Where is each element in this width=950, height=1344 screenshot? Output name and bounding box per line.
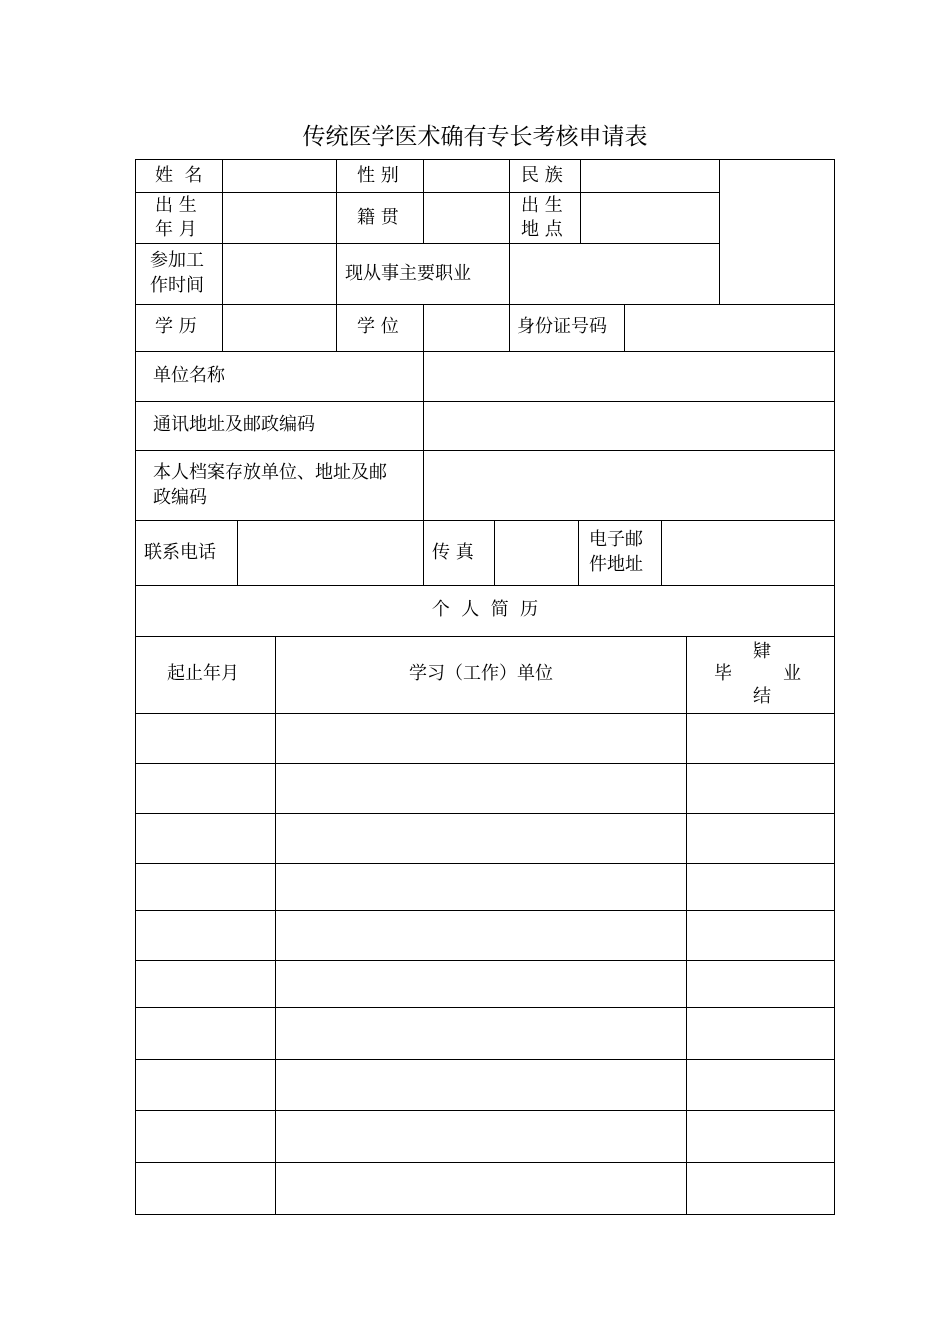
work-start-field[interactable] — [223, 244, 336, 304]
phone-field[interactable] — [238, 521, 423, 585]
gender-label: 性 别 — [357, 165, 399, 186]
work-start-label-line2: 作时间 — [150, 275, 204, 296]
occupation-field[interactable] — [510, 244, 719, 304]
address-postcode-label: 通讯地址及邮政编码 — [153, 414, 315, 435]
work-start-label-line1: 参加工 — [150, 250, 204, 271]
birthplace-field[interactable] — [581, 193, 719, 243]
col-cert-header-bottom: 结 — [753, 686, 771, 707]
birth-date-label-line2: 年 月 — [155, 219, 197, 240]
ethnicity-field[interactable] — [581, 160, 719, 192]
degree-label: 学 位 — [357, 316, 399, 337]
email-label-line1: 电子邮 — [589, 529, 643, 550]
birthplace-label-line2: 地 点 — [521, 219, 563, 240]
row-divider — [135, 636, 835, 637]
birth-date-field[interactable] — [223, 193, 336, 243]
address-postcode-field[interactable] — [424, 402, 834, 450]
table-border-bottom — [135, 1214, 835, 1215]
native-place-field[interactable] — [424, 193, 509, 243]
photo-area[interactable] — [720, 160, 834, 304]
email-field[interactable] — [662, 521, 834, 585]
row-divider — [135, 585, 835, 586]
name-field[interactable] — [223, 160, 336, 192]
name-label: 姓 名 — [155, 165, 203, 186]
email-label-line2: 件地址 — [589, 554, 643, 575]
col-cert-header-left: 毕 — [714, 663, 732, 684]
degree-field[interactable] — [424, 305, 509, 351]
education-field[interactable] — [223, 305, 336, 351]
col-cert-header-right: 业 — [783, 663, 801, 684]
col-cert-header-top: 肄 — [753, 641, 771, 662]
id-number-label: 身份证号码 — [517, 316, 607, 337]
gender-field[interactable] — [424, 160, 509, 192]
col-unit-header: 学习（工作）单位 — [409, 663, 553, 684]
table-border-right — [834, 159, 835, 1215]
employer-label: 单位名称 — [153, 365, 225, 386]
form-title: 传统医学医术确有专长考核申请表 — [302, 124, 648, 150]
employer-field[interactable] — [424, 352, 834, 401]
phone-label: 联系电话 — [144, 542, 216, 563]
birth-date-label-line1: 出 生 — [155, 195, 197, 216]
col-divider — [336, 159, 337, 351]
col-divider — [578, 520, 579, 585]
fax-label: 传 真 — [432, 542, 474, 563]
archive-label-line2: 政编码 — [153, 487, 207, 508]
resume-section-title: 个 人 简 历 — [431, 599, 539, 620]
archive-field[interactable] — [424, 451, 834, 520]
resume-area[interactable] — [136, 714, 834, 1214]
occupation-label: 现从事主要职业 — [345, 263, 471, 284]
ethnicity-label: 民 族 — [521, 165, 563, 186]
col-period-header: 起止年月 — [167, 663, 239, 684]
id-number-field[interactable] — [625, 305, 834, 351]
birthplace-label-line1: 出 生 — [521, 195, 563, 216]
education-label: 学 历 — [155, 316, 197, 337]
archive-label-line1: 本人档案存放单位、地址及邮 — [153, 462, 387, 483]
fax-field[interactable] — [495, 521, 578, 585]
native-place-label: 籍 贯 — [357, 207, 399, 228]
